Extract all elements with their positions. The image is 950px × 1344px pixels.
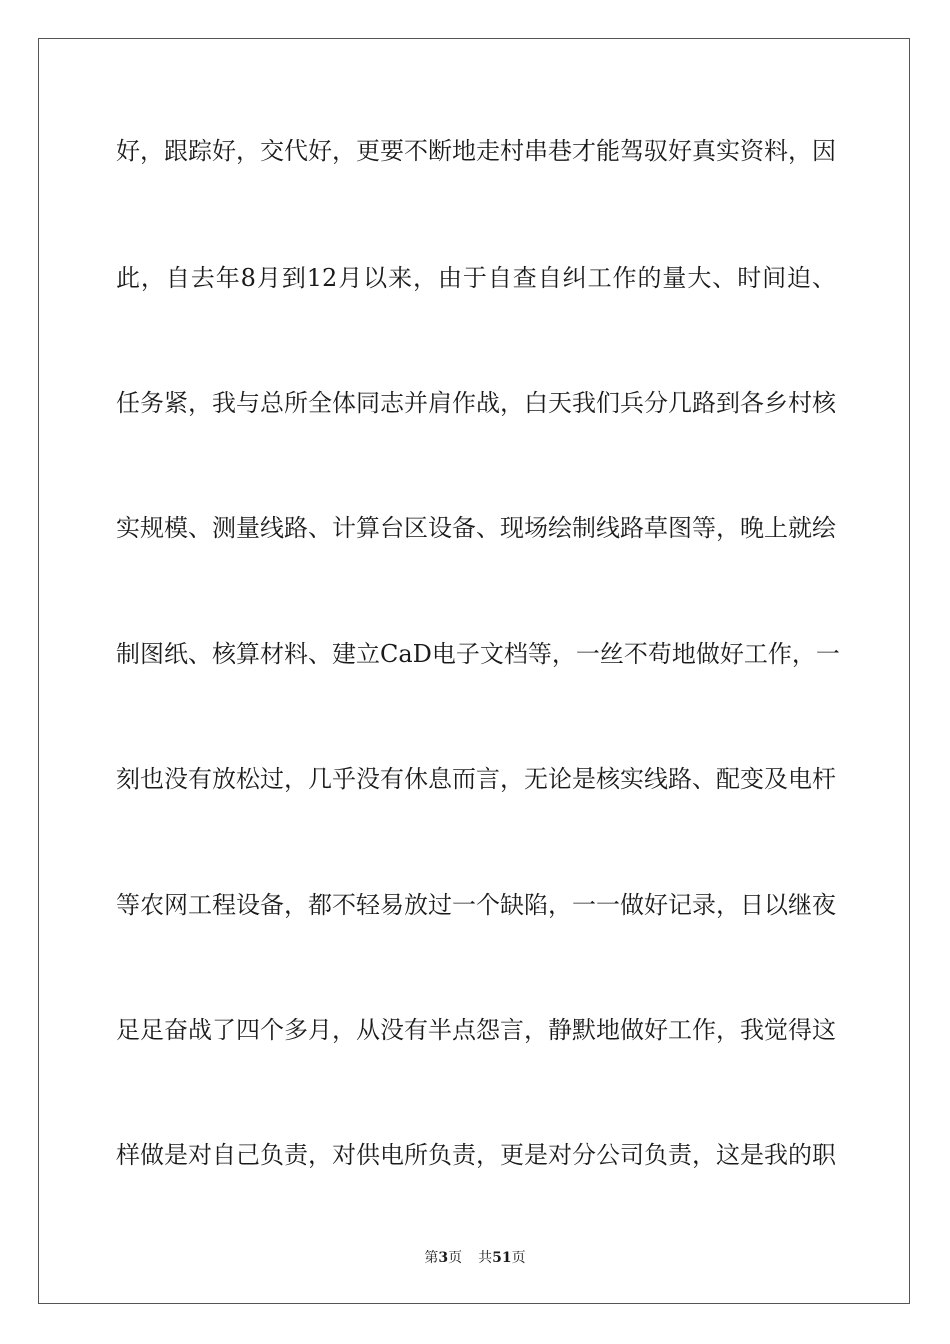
total-suffix: 页 [511, 1250, 526, 1266]
body-line: 刻也没有放松过，几乎没有休息而言，无论是核实线路、配变及电杆 [116, 765, 836, 793]
body-line: 此，自去年8月到12月以来，由于自查自纠工作的量大、时间迫、 [116, 264, 836, 292]
page-number: 3 [438, 1250, 449, 1266]
page-footer [0, 1248, 950, 1268]
body-line: 足足奋战了四个多月，从没有半点怨言，静默地做好工作，我觉得这 [116, 1016, 836, 1044]
total-prefix: 共 [478, 1250, 493, 1266]
total-pages: 51 [492, 1250, 512, 1266]
page-suffix: 页 [448, 1250, 463, 1266]
body-line: 实规模、测量线路、计算台区设备、现场绘制线路草图等，晚上就绘 [116, 514, 836, 542]
page-prefix: 第 [424, 1250, 439, 1266]
body-line: 好，跟踪好，交代好，更要不断地走村串巷才能驾驭好真实资料，因 [116, 137, 836, 165]
body-line: 任务紧，我与总所全体同志并肩作战，白天我们兵分几路到各乡村核 [116, 389, 836, 417]
body-line: 样做是对自己负责，对供电所负责，更是对分公司负责，这是我的职 [116, 1141, 836, 1169]
body-line: 制图纸、核算材料、建立CaD电子文档等，一丝不苟地做好工作，一 [116, 640, 840, 668]
body-line: 等农网工程设备，都不轻易放过一个缺陷，一一做好记录，日以继夜 [116, 891, 836, 919]
